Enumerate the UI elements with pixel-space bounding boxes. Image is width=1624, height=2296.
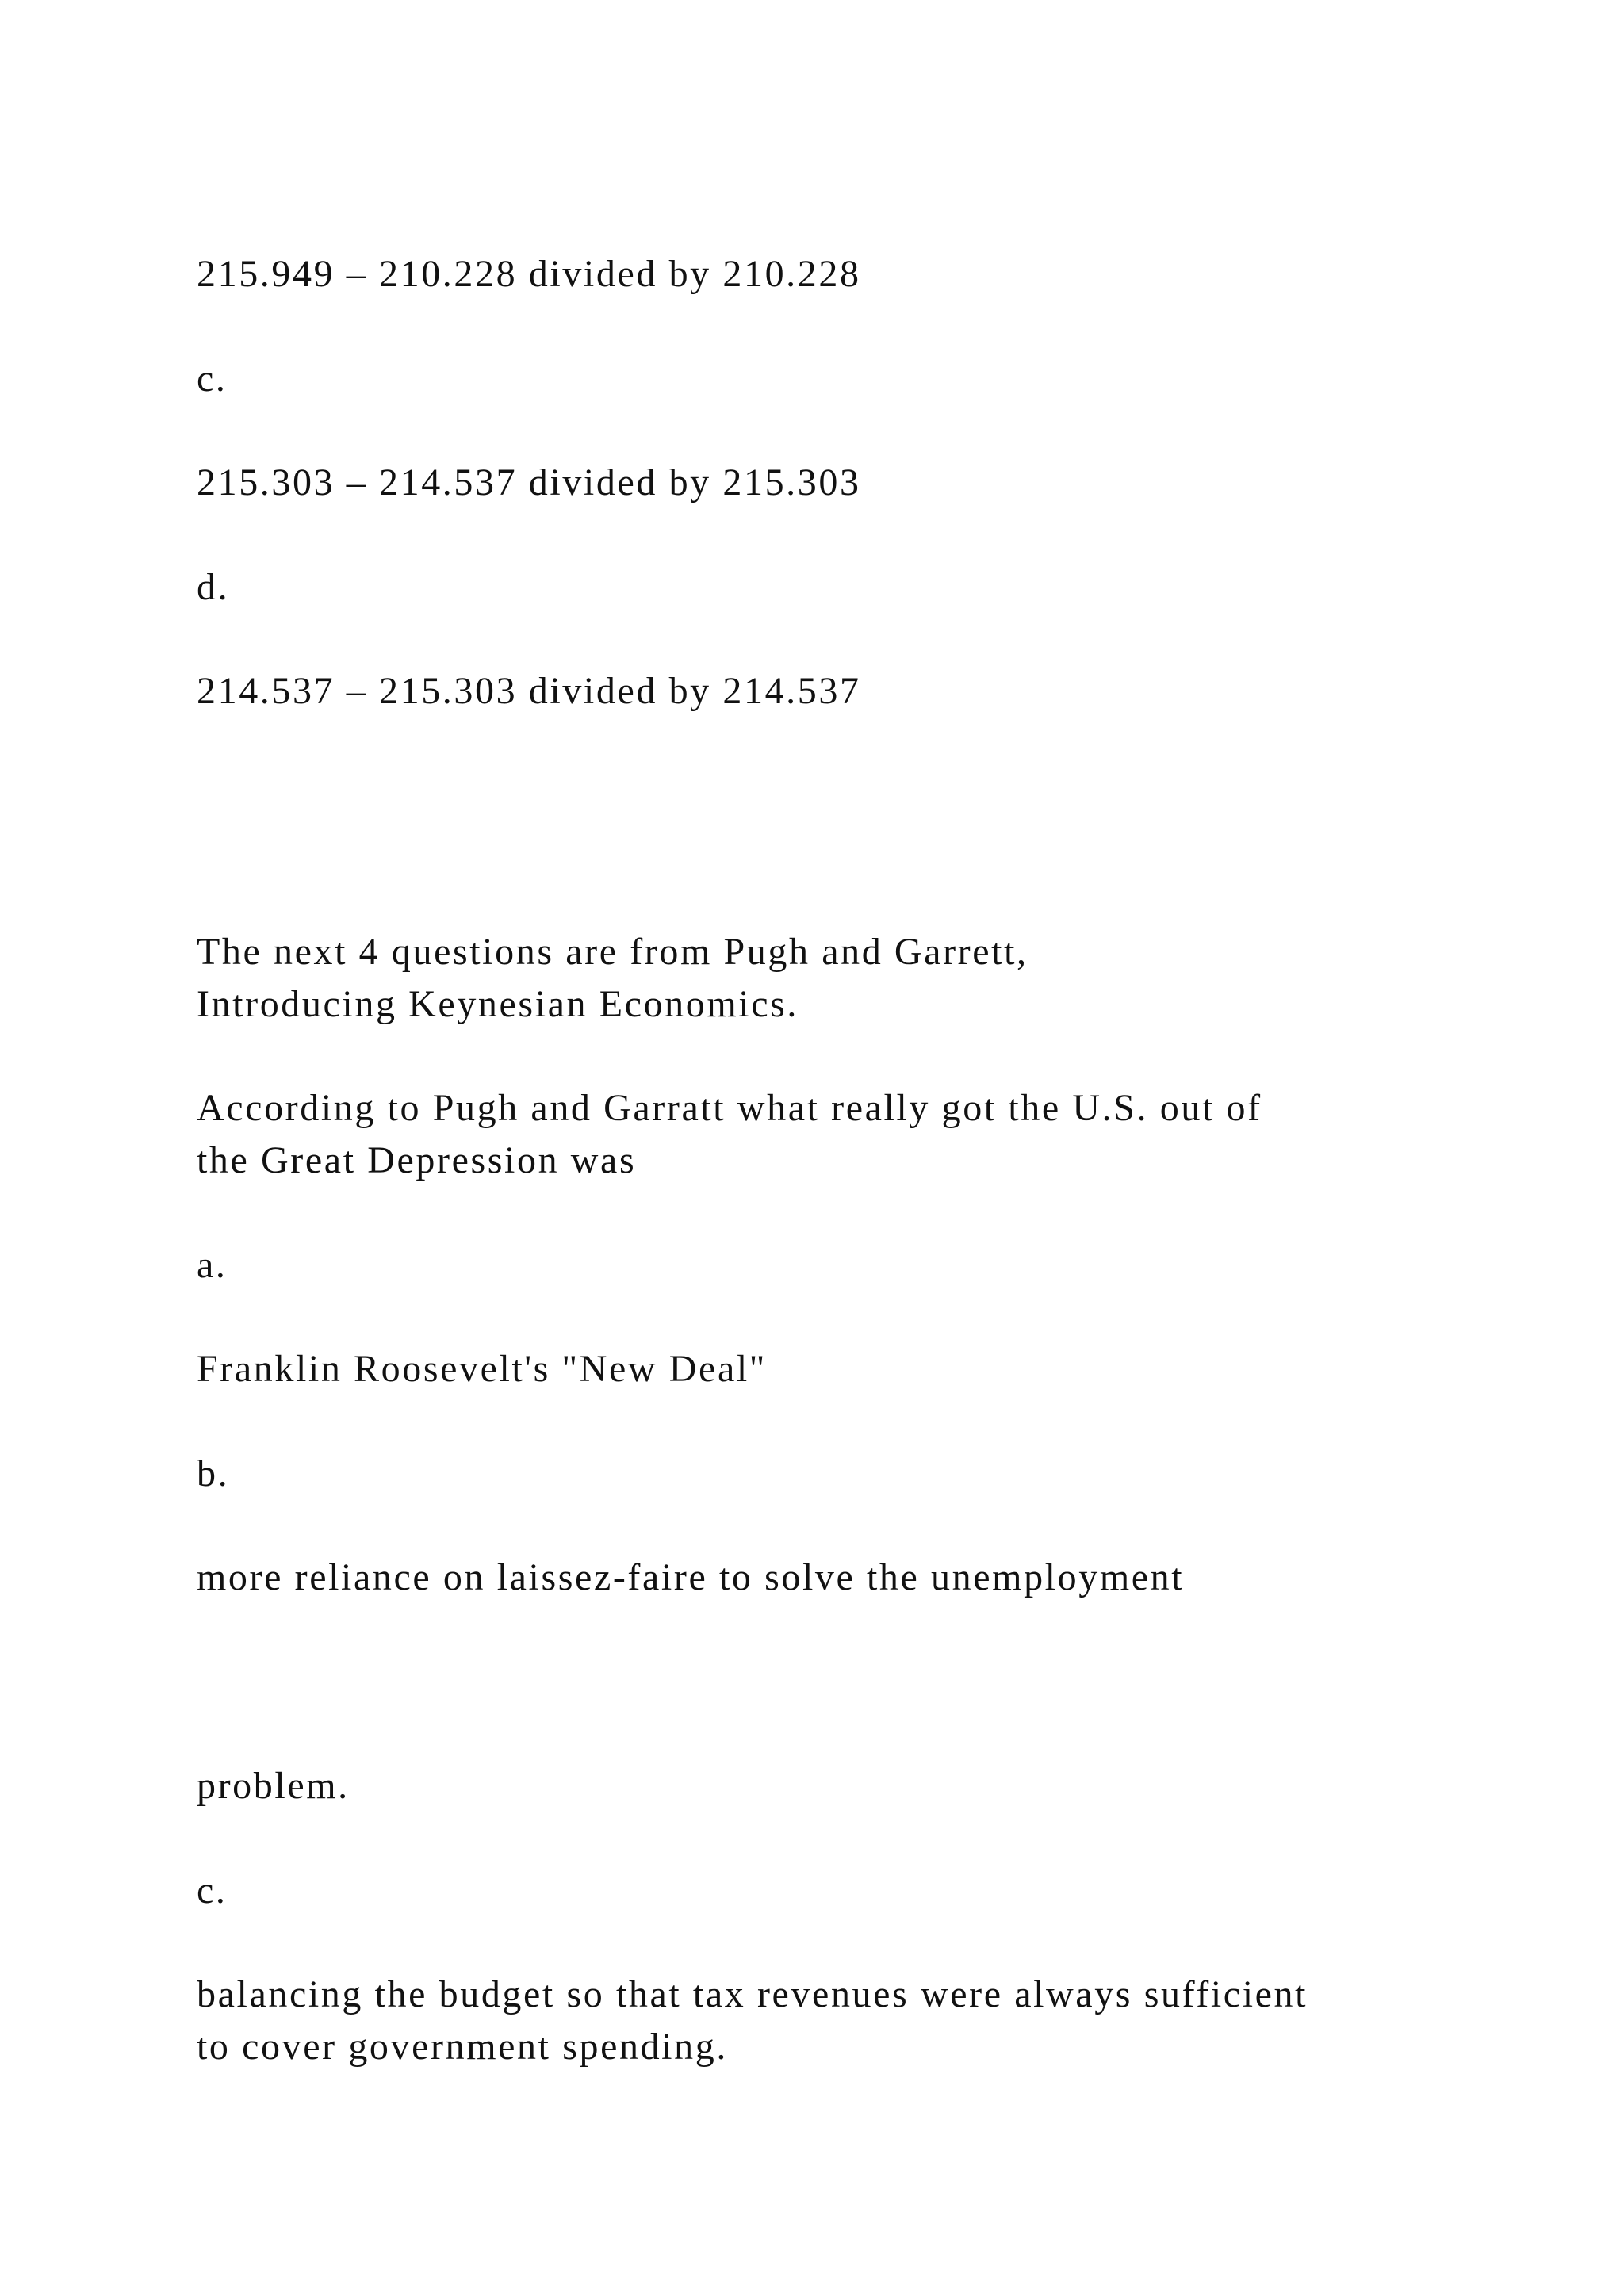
- question-text-line-1: According to Pugh and Garratt what really got the U.S. out of: [197, 1087, 1262, 1129]
- answer-a-label: a.: [197, 1244, 228, 1286]
- option-d-text: 214.537 – 215.303 divided by 214.537: [197, 670, 861, 712]
- answer-c-text-line-1: balancing the budget so that tax revenues were always sufficient: [197, 1973, 1308, 2015]
- section-intro-line-1: The next 4 questions are from Pugh and Garrett,: [197, 931, 1028, 973]
- option-c-text: 215.303 – 214.537 divided by 215.303: [197, 461, 861, 503]
- answer-b-text-continued: problem.: [197, 1765, 350, 1807]
- section-intro-line-2: Introducing Keynesian Economics.: [197, 983, 799, 1025]
- answer-c-label: c.: [197, 1869, 228, 1911]
- answer-a-text: Franklin Roosevelt's "New Deal": [197, 1348, 767, 1390]
- question-text-line-2: the Great Depression was: [197, 1139, 637, 1181]
- answer-b-text: more reliance on laissez-faire to solve the unemployment: [197, 1556, 1185, 1598]
- option-c-label: c.: [197, 358, 228, 400]
- option-d-label: d.: [197, 566, 230, 608]
- answer-c-text-line-2: to cover government spending.: [197, 2026, 728, 2068]
- option-b-text: 215.949 – 210.228 divided by 210.228: [197, 253, 861, 295]
- answer-b-label: b.: [197, 1452, 230, 1494]
